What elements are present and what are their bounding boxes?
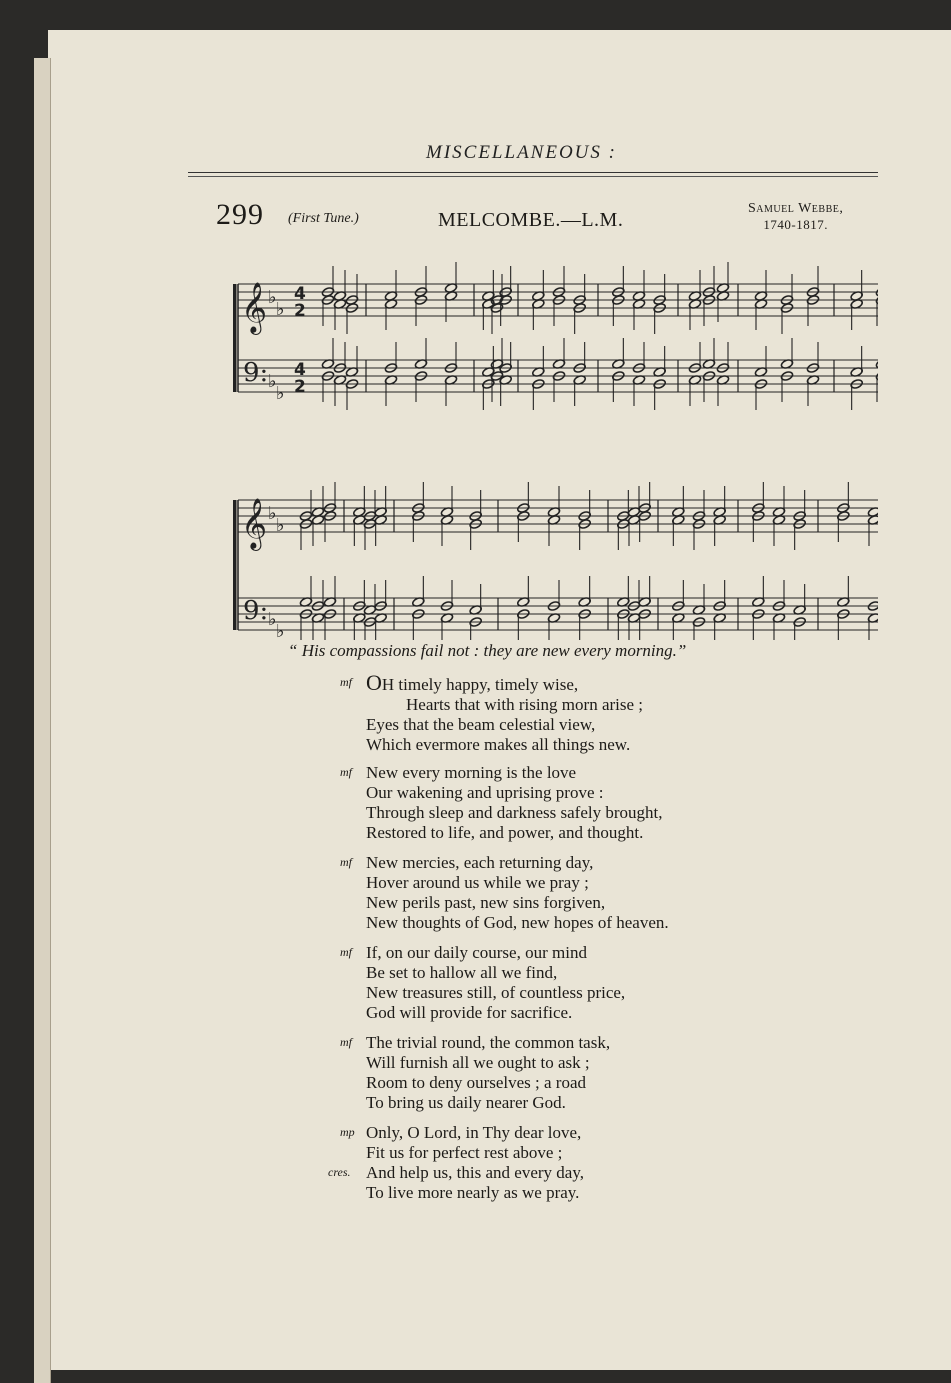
- music-system-1: [233, 262, 878, 410]
- verse-line: Through sleep and darkness safely brought,: [366, 803, 663, 822]
- flat-sign: ♭: [268, 503, 277, 524]
- verse-line: Restored to life, and power, and thought.: [366, 823, 644, 842]
- running-title: MISCELLANEOUS :: [426, 142, 617, 163]
- verse-line: Eyes that the beam celestial view,: [366, 715, 596, 734]
- verse-line: God will provide for sacrifice.: [366, 1003, 573, 1022]
- dynamic-marking: mp: [340, 1125, 355, 1139]
- flat-sign: ♭: [276, 621, 285, 640]
- stanza: [366, 1033, 610, 1113]
- bass-clef: 9:: [243, 596, 269, 626]
- flat-sign: ♭: [268, 287, 277, 308]
- verse-line: New perils past, new sins forgiven,: [366, 893, 606, 912]
- book-page: [48, 30, 951, 1370]
- system-bracket: [233, 284, 237, 392]
- composer-dates: 1740-1817.: [763, 217, 828, 232]
- verse-line: New treasures still, of countless price,: [366, 983, 626, 1002]
- system-bracket: [233, 500, 237, 630]
- bass-clef: 9:: [243, 358, 269, 388]
- verse-line: Only, O Lord, in Thy dear love,: [366, 1123, 582, 1142]
- dynamic-marking: cres.: [328, 1165, 351, 1179]
- flat-sign: ♭: [268, 371, 277, 392]
- header-rule-thin: [188, 176, 878, 177]
- tune-name: MELCOMBE.—L.M.: [438, 209, 624, 231]
- verse-line: Our wakening and uprising prove :: [366, 783, 604, 802]
- dynamic-marking: mf: [340, 765, 352, 779]
- time-signature-bottom: 2: [294, 301, 306, 321]
- verse-line: If, on our daily course, our mind: [366, 943, 587, 962]
- verse-line: New every morning is the love: [366, 763, 577, 782]
- flat-sign: ♭: [276, 515, 285, 536]
- dynamic-marking: mf: [340, 675, 352, 689]
- page-edges: [48, 58, 98, 1383]
- header-rule: [188, 172, 878, 173]
- treble-clef: 𝄞: [241, 282, 268, 333]
- stanza: [366, 943, 625, 1023]
- stanza: [366, 763, 662, 843]
- time-signature-top: 4: [294, 360, 306, 380]
- verse-line: To bring us daily nearer God.: [366, 1093, 566, 1112]
- treble-clef: 𝄞: [241, 498, 268, 549]
- time-signature-bottom: 2: [294, 377, 306, 397]
- epigraph: “ His compassions fail not : they are new every morning.”: [288, 641, 687, 660]
- stanza: [366, 670, 644, 755]
- hymn-number: 299: [216, 198, 264, 231]
- verse-line: Be set to hallow all we find,: [366, 963, 558, 982]
- stanza: [366, 853, 669, 933]
- time-signature-top: 4: [294, 284, 306, 304]
- verse-line: Will furnish all we ought to ask ;: [366, 1053, 590, 1072]
- dynamic-marking: mf: [340, 1035, 352, 1049]
- drop-cap: O: [366, 670, 382, 695]
- composer: [748, 201, 843, 233]
- flat-sign: ♭: [276, 383, 285, 404]
- verse-line: Hover around us while we pray ;: [366, 873, 589, 892]
- dynamic-marking: mf: [340, 855, 352, 869]
- composer-name: Samuel Webbe,: [748, 201, 844, 216]
- verse-line: OH timely happy, timely wise,: [366, 670, 579, 695]
- flat-sign: ♭: [268, 609, 277, 630]
- first-tune-label: (First Tune.): [288, 211, 359, 226]
- music-score: [178, 260, 878, 640]
- verse-line: Fit us for perfect rest above ;: [366, 1143, 563, 1162]
- verse-line: New thoughts of God, new hopes of heaven.: [366, 913, 669, 932]
- flat-sign: ♭: [276, 299, 285, 320]
- verse-line: New mercies, each returning day,: [366, 853, 594, 872]
- verse-line: The trivial round, the common task,: [366, 1033, 611, 1052]
- music-system-2: [233, 482, 878, 640]
- dynamic-marking: mf: [340, 945, 352, 959]
- verse-line: And help us, this and every day,: [366, 1163, 584, 1182]
- verse-line: Hearts that with rising morn arise ;: [406, 695, 644, 714]
- stanza: [366, 1123, 584, 1203]
- verse-line: Room to deny ourselves ; a road: [366, 1073, 587, 1092]
- verse-line: To live more nearly as we pray.: [366, 1183, 580, 1202]
- verse-line: Which evermore makes all things new.: [366, 735, 631, 754]
